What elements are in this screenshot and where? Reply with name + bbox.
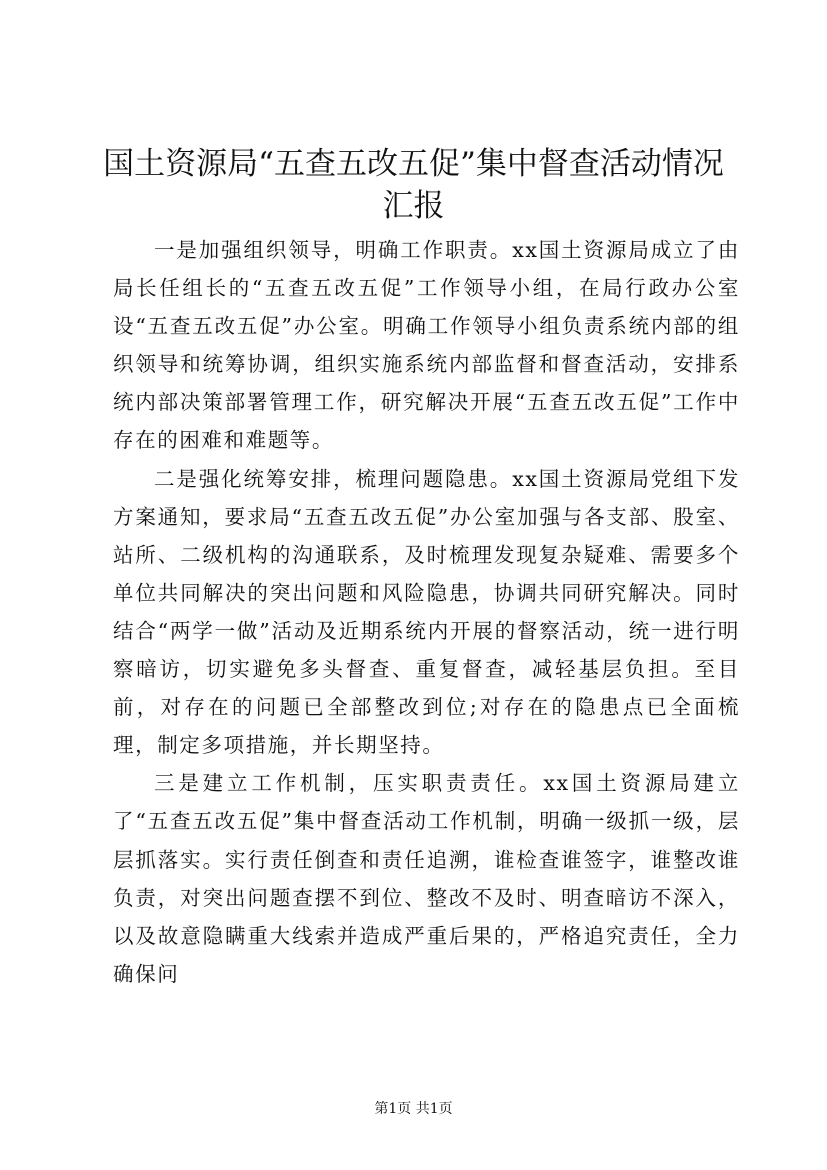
page-footer: 第1页 共1页 <box>374 1101 453 1117</box>
paragraph-1: 一是加强组织领导，明确工作职责。xx国土资源局成立了由局长任组长的“五查五改五促”工作领导小组，在局行政办公室设“五查五改五促”办公室。明确工作领导小组负责系统内部的组织领导和统筹协调，组织实施系统内部监督和督查活动，安排系统内部决策部署管理工作，研究解决开展“五查五改五促”工作中存在的困难和难题等。 <box>113 238 740 453</box>
paragraph-2: 二是强化统筹安排，梳理问题隐患。xx国土资源局党组下发方案通知，要求局“五查五改五促”办公室加强与各支部、股室、站所、二级机构的沟通联系，及时梳理发现复杂疑难、需要多个单位共同解决的突出问题和风险隐患，协调共同研究解决。同时结合“两学一做”活动及近期系统内开展的督察活动，统一进行明察暗访，切实避免多头督查、重复督查，减轻基层负担。至目前，对存在的问题已全部整改到位;对存在的隐患点已全面梳理，制定多项措施，并长期坚持。 <box>113 466 740 758</box>
document-title: 国土资源局“五查五改五促”集中督查活动情况汇报 <box>103 146 724 224</box>
document-body <box>113 231 740 993</box>
paragraph-3: 三是建立工作机制，压实职责责任。xx国土资源局建立了“五查五改五促”集中督查活动工作机制，明确一级抓一级，层层抓落实。实行责任倒查和责任追溯，谁检查谁签字，谁整改谁负责，对突出问题查摆不到位、整改不及时、明查暗访不深入，以及故意隐瞒重大线索并造成严重后果的，严格追究责任，全力确保问 <box>113 771 740 986</box>
